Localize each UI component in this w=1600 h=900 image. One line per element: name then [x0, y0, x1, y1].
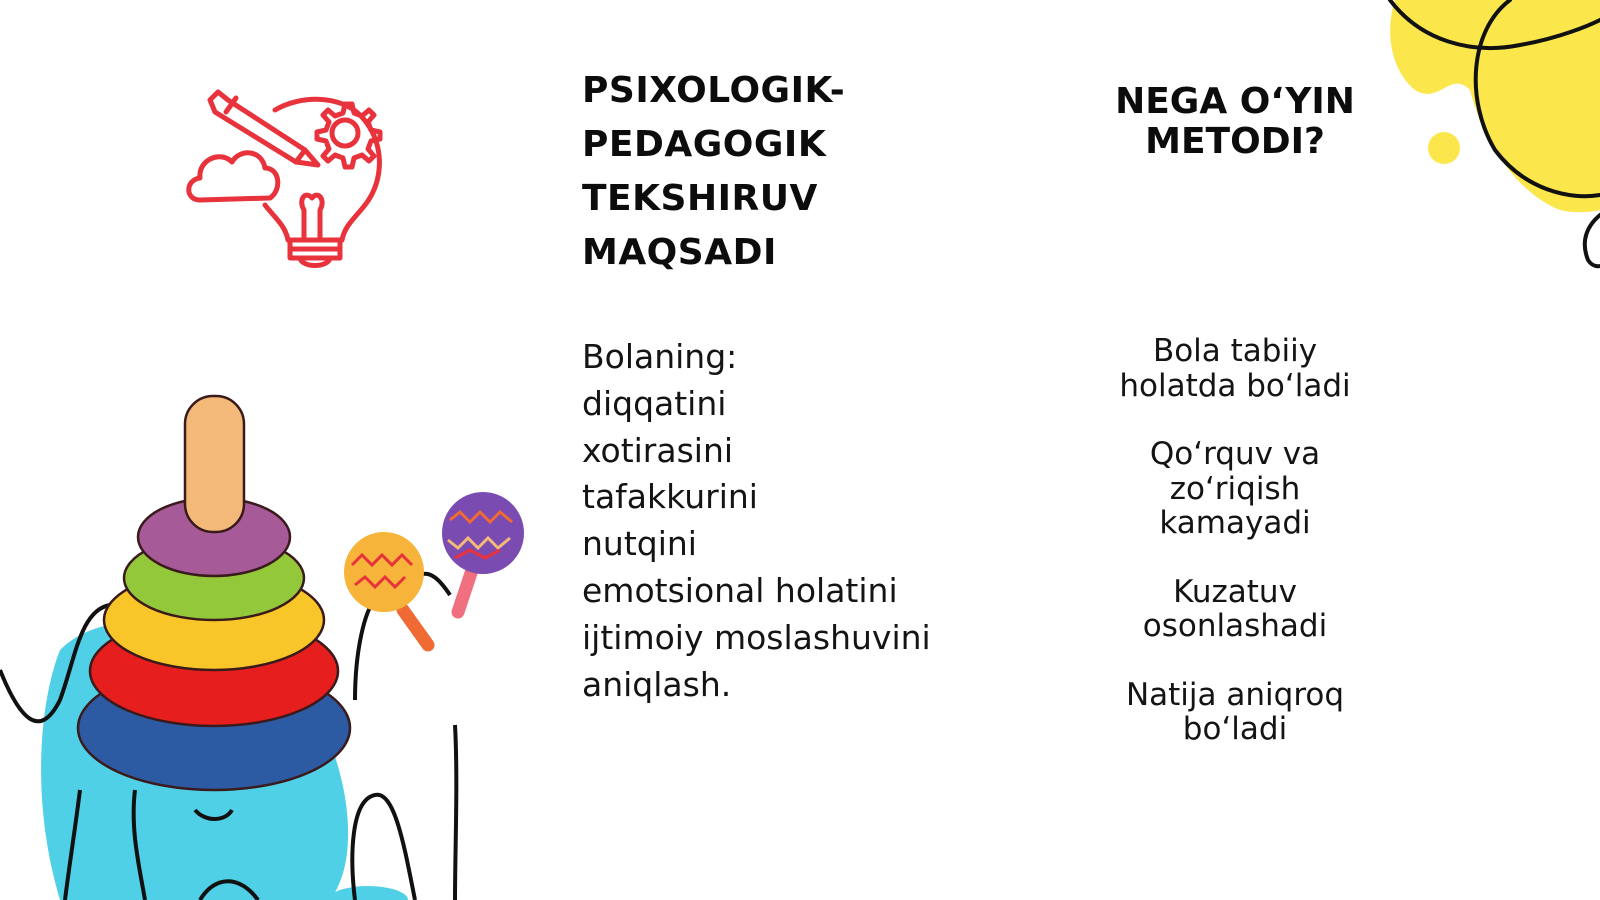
ring-yellow: [104, 570, 324, 670]
ring-red: [90, 616, 338, 726]
list-item: xotirasini: [582, 430, 734, 470]
ring-purple: [138, 498, 290, 576]
reason-line: kamayadi: [1159, 505, 1311, 541]
list-item: diqqatini: [582, 383, 727, 423]
title-line: TEKSHIRUV: [582, 178, 818, 219]
title-line: METODI?: [1145, 121, 1325, 162]
black-swirl-line: [1390, 0, 1600, 266]
maracas-pair: [344, 492, 524, 645]
section-title-purpose: [582, 64, 1022, 280]
list-item: nutqini: [582, 524, 697, 564]
pyramid-peg: [185, 396, 244, 532]
reason-line: Kuzatuv: [1173, 573, 1297, 610]
title-line: NEGA O‘YIN: [1115, 81, 1355, 122]
reason-line: bo‘ladi: [1182, 711, 1288, 747]
list-item: aniqlash.: [582, 664, 732, 704]
reasons-list: [1075, 334, 1395, 781]
list-item: emotsional holatini: [582, 570, 898, 610]
purpose-list: [582, 334, 1002, 708]
list-intro: Bolaning:: [582, 337, 738, 376]
list-item: ijtimoiy moslashuvini: [582, 617, 931, 657]
reason-line: holatda bo‘ladi: [1119, 367, 1351, 404]
reason-line: zo‘riqish: [1169, 470, 1301, 507]
reason-line: Natija aniqroq: [1125, 676, 1345, 713]
list-item: tafakkurini: [582, 477, 758, 517]
ring-green: [124, 536, 304, 620]
title-line: PSIXOLOGIK-: [582, 70, 846, 111]
title-line: PEDAGOGIK: [582, 124, 827, 165]
reason-easier-observation: [1075, 575, 1395, 644]
yellow-blob-shape: [1390, 0, 1600, 212]
reason-line: Bola tabiiy: [1152, 333, 1318, 369]
reason-accurate-result: [1075, 678, 1395, 747]
reason-line: Qo‘rquv va: [1149, 436, 1321, 472]
reason-line: osonlashadi: [1142, 608, 1328, 644]
ring-blue: [78, 666, 350, 790]
reason-natural-state: [1075, 334, 1395, 403]
cyan-blob-shape: [41, 620, 348, 900]
reason-less-fear: [1075, 437, 1395, 541]
section-title-why-game: [1085, 82, 1385, 162]
title-line: MAQSADI: [582, 232, 777, 273]
